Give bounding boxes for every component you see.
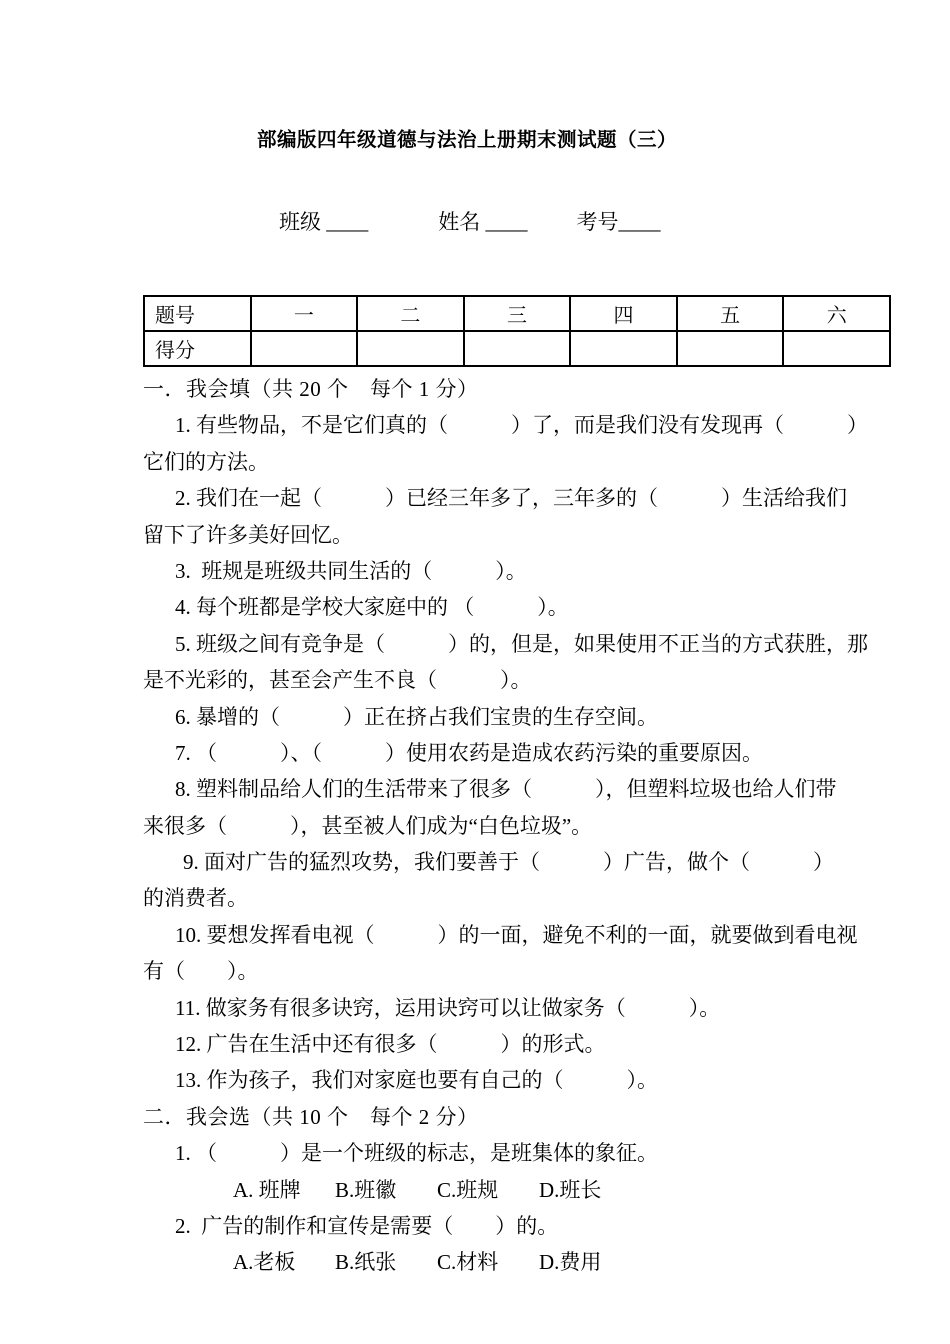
question-line: 2. 我们在一起（ ）已经三年多了，三年多的（ ）生活给我们 (175, 486, 847, 511)
column-header: 一 (251, 296, 358, 331)
score-cell (251, 331, 358, 366)
question-line: 6. 暴增的（ ）正在挤占我们宝贵的生存空间。 (175, 704, 658, 729)
column-header: 六 (783, 296, 890, 331)
question-line: 4. 每个班都是学校大家庭中的 （ ）。 (175, 595, 569, 620)
page-title: 部编版四年级道德与法治上册期末测试题（三） (257, 130, 678, 151)
question-line: 留下了许多美好回忆。 (143, 522, 353, 547)
score-table (143, 295, 891, 367)
question-line: 2. 广告的制作和宣传是需要（ ）的。 (175, 1213, 559, 1238)
question-number-label: 题号 (144, 296, 251, 331)
question-line: 3. 班规是班级共同生活的（ ）。 (175, 558, 527, 583)
question-line: 11. 做家务有很多诀窍，运用诀窍可以让做家务（ ）。 (175, 995, 721, 1020)
score-cell (357, 331, 464, 366)
question-line: 有（ ）。 (143, 959, 259, 984)
column-header: 三 (464, 296, 571, 331)
column-header: 四 (570, 296, 677, 331)
question-line: 是不光彩的，甚至会产生不良（ ）。 (143, 668, 532, 693)
options-line (143, 1172, 903, 1208)
student-info-row (258, 180, 950, 264)
options-line (143, 1244, 903, 1280)
question-line: 12. 广告在生活中还有很多（ ）的形式。 (175, 1032, 606, 1057)
score-cell (783, 331, 890, 366)
section-heading: 二．我会选（共 10 个 每个 2 分） (143, 1104, 479, 1129)
question-line: 10. 要想发挥看电视（ ）的一面，避免不利的一面，就要做到看电视 (175, 922, 858, 947)
class-field: 班级 ____ (279, 210, 369, 234)
option-item: C.材料 (437, 1250, 499, 1275)
question-line: 7. （ ）、（ ）使用农药是造成农药污染的重要原因。 (175, 740, 763, 765)
option-item: A.老板 (233, 1250, 296, 1275)
score-label: 得分 (144, 331, 251, 366)
body-lines (143, 371, 903, 1281)
question-line: 1. 有些物品，不是它们真的（ ）了，而是我们没有发现再（ ） (175, 413, 868, 438)
option-item: B.班徽 (335, 1177, 397, 1202)
name-field: 姓名 ____ (438, 210, 528, 234)
option-item: D.班长 (539, 1177, 602, 1202)
exam-number-field: 考号____ (576, 210, 661, 234)
column-header: 二 (357, 296, 464, 331)
question-number-row (144, 296, 890, 331)
option-item: C.班规 (437, 1177, 499, 1202)
question-line: 来很多（ ），甚至被人们成为“白色垃圾”。 (143, 813, 593, 838)
option-item: B.纸张 (335, 1250, 397, 1275)
score-cell (677, 331, 784, 366)
score-row (144, 331, 890, 366)
option-item: A. 班牌 (233, 1177, 301, 1202)
question-line: 8. 塑料制品给人们的生活带来了很多（ ），但塑料垃圾也给人们带 (175, 777, 837, 802)
score-cell (464, 331, 571, 366)
question-line: 的消费者。 (143, 886, 248, 911)
question-line: 它们的方法。 (143, 449, 269, 474)
column-header: 五 (677, 296, 784, 331)
question-line: 5. 班级之间有竞争是（ ）的，但是，如果使用不正当的方式获胜，那 (175, 631, 868, 656)
question-line: 1. （ ）是一个班级的标志，是班集体的象征。 (175, 1141, 658, 1166)
question-line: 9. 面对广告的猛烈攻势，我们要善于（ ）广告，做个（ ） (183, 850, 834, 875)
question-line: 13. 作为孩子，我们对家庭也要有自己的（ ）。 (175, 1068, 658, 1093)
score-cell (570, 331, 677, 366)
section-heading: 一．我会填（共 20 个 每个 1 分） (143, 377, 479, 401)
option-item: D.费用 (539, 1250, 602, 1275)
